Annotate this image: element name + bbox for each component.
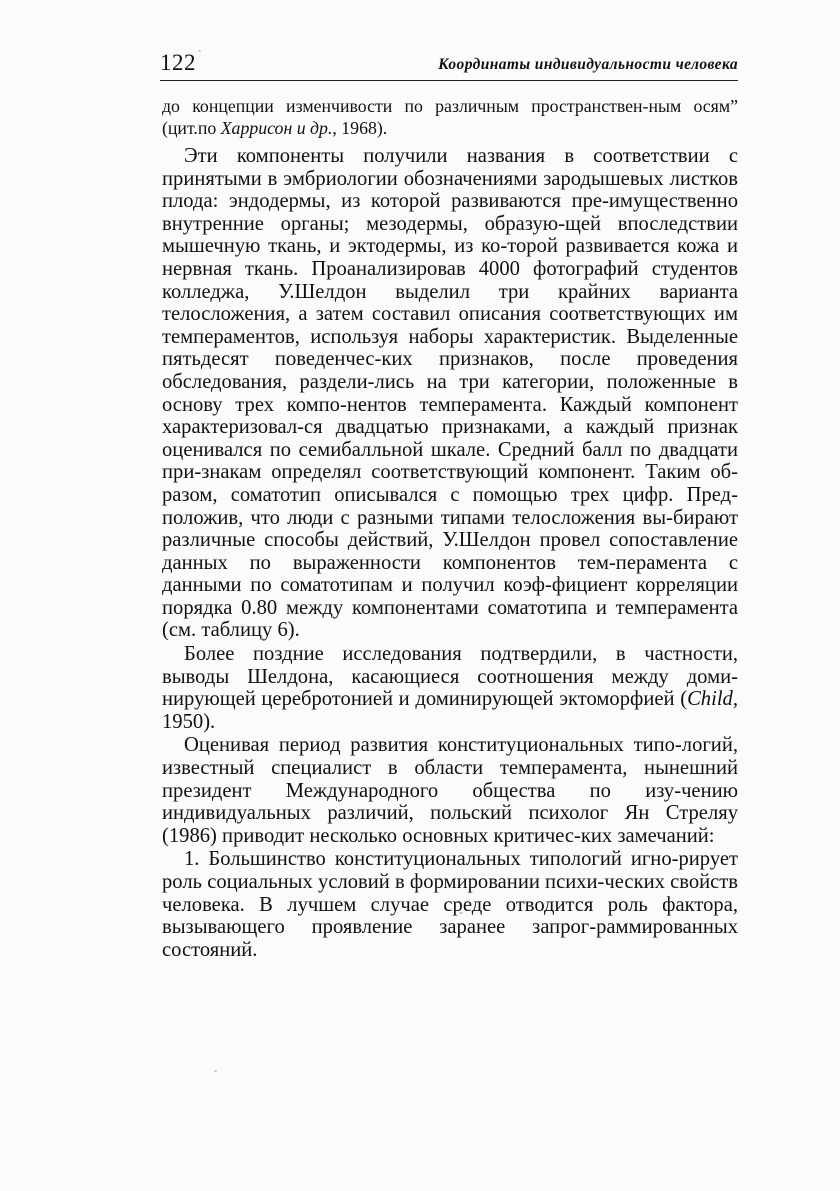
paragraph-sheldon-components: Эти компоненты получили названия в соответствии с принятыми в эмбриологии обозначениями зародышевых листков плода: эндодермы, из которой развиваются пре-имущественно внутренние органы; мезодермы, образую-щей впоследствии мышечную ткань, и эктодермы, из ко-торой развивается кожа и нервная ткань. Проанализировав 4000 фотографий студентов колледжа, У.Шелдон выделил три крайних варианта телосложения, а затем составил описания соответствующих им темпераментов, используя наборы характеристик. Выделенные пятьдесят поведенчес-ких признаков, после проведения обследования, раздели-лись на три категории, положенные в основу трех компо-нентов темперамента. Каждый компонент характеризовал-ся двадцатью признаками, а каждый признак оценивался по семибалльной шкале. Средний балл по двадцати при-знакам определял соответствующий компонент. Таким об-разом, соматотип описывался с помощью трех цифр. Пред-положив, что люди с разными типами телосложения вы-бирают различные способы действий, У.Шелдон провел сопоставление данных по выраженности компонентов тем-перамента с данными по соматотипам и получил коэф-фициент корреляции порядка 0.80 между компонентами соматотипа и темперамента (см. таблицу 6). bbox=[162, 145, 738, 642]
paragraph-text: , 1968). bbox=[332, 117, 388, 138]
paragraph-text: до концепции изменчивости по различным пространствен-ным осям” (цит.по bbox=[162, 96, 738, 138]
scan-speck bbox=[198, 50, 201, 52]
paragraph-text: Более поздние исследования подтвердили, в частности, выводы Шелдона, касающиеся соотношения между доми-нирующей церебротонией и доминирующей эктоморфией ( bbox=[162, 643, 738, 711]
body-text bbox=[162, 96, 738, 961]
citation-emphasis: Child bbox=[687, 688, 733, 711]
scan-speck bbox=[459, 912, 463, 914]
paragraph-text: , 1950). bbox=[162, 688, 738, 733]
paragraph-strelau-critique: Оценивая период развития конституциональных типо-логий, известный специалист в области темперамента, нынешний президент Международного общества по изу-чению индивидуальных различий, польский психолог Ян Стреляу (1986) приводит несколько основных критичес-ких замечаний: bbox=[162, 734, 738, 847]
running-title: Координаты индивидуальности человека bbox=[438, 56, 738, 73]
scan-speck bbox=[214, 1070, 217, 1072]
citation-emphasis: Харрисон и др. bbox=[220, 117, 333, 138]
page-number: 122 bbox=[160, 50, 196, 75]
paragraph-intro bbox=[162, 96, 738, 139]
paragraph-critique-point-1: 1. Большинство конституциональных типологий игно-рирует роль социальных условий в формировании психи-ческих свойств человека. В лучшем случае среде отводится роль фактора, вызывающего проявление заранее запрог-раммированных состояний. bbox=[162, 848, 738, 961]
paragraph-later-research bbox=[162, 643, 738, 733]
page-header bbox=[160, 48, 738, 81]
